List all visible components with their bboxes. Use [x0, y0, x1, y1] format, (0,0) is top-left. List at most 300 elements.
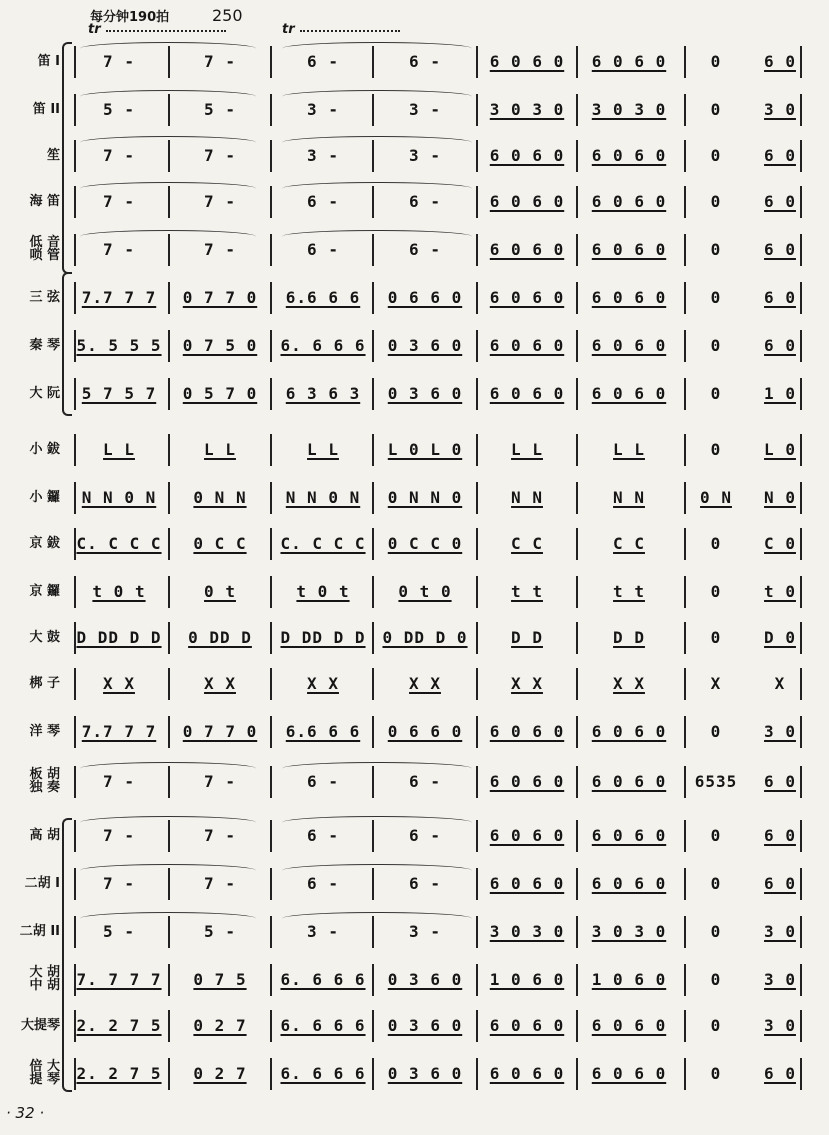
measure-notes: 6 0 6 0: [489, 192, 565, 211]
bar-line: [576, 1058, 578, 1090]
staff-row: [0, 522, 829, 566]
measure-notes: 0: [710, 582, 722, 601]
bar-line: [372, 1058, 374, 1090]
measure-notes: C. C C C: [76, 534, 162, 553]
bar-line: [576, 622, 578, 654]
measure-notes: 3 0: [764, 100, 796, 119]
bar-line: [684, 716, 686, 748]
bar-line: [576, 716, 578, 748]
staff-row: [0, 180, 829, 224]
instrument-label: 梆 子: [29, 676, 60, 691]
measure-notes: t 0 t: [92, 582, 146, 601]
bar-line: [476, 576, 478, 608]
bar-line: [372, 622, 374, 654]
instrument-label: 板 胡 独 奏: [29, 767, 60, 795]
bar-line: [372, 378, 374, 410]
measure-notes: 7 -: [103, 52, 135, 71]
measure-notes: 6 0 6 0: [591, 288, 667, 307]
measure-notes: 2. 2 7 5: [76, 1016, 162, 1035]
bar-line: [576, 820, 578, 852]
instrument-label: 海 笛: [29, 194, 60, 209]
measure-notes: 6 0 6 0: [591, 146, 667, 165]
measure-notes: 0: [710, 970, 722, 989]
bar-line: [270, 528, 272, 560]
measure-notes: 0 C C 0: [387, 534, 463, 553]
tie-slur: [80, 230, 256, 243]
instrument-label: 倍 大 提 琴: [29, 1059, 60, 1087]
measure-notes: 6 -: [409, 874, 441, 893]
measure-notes: 7 -: [204, 772, 236, 791]
measure-notes: 6 -: [307, 874, 339, 893]
bar-line: [270, 378, 272, 410]
tie-slur: [80, 42, 256, 55]
trill-line: [300, 30, 400, 38]
measure-notes: D D: [511, 628, 543, 647]
staff-row: [0, 88, 829, 132]
staff-row: [0, 662, 829, 706]
measure-notes: 7. 7 7 7: [76, 970, 162, 989]
measure-notes: 0: [710, 922, 722, 941]
bar-line: [168, 282, 170, 314]
measure-notes: L L: [511, 440, 543, 459]
bar-line: [684, 576, 686, 608]
bar-line: [270, 622, 272, 654]
staff-row: [0, 814, 829, 858]
bar-line: [476, 1010, 478, 1042]
measure-notes: 7 -: [103, 192, 135, 211]
measure-notes: 6 0 6 0: [489, 52, 565, 71]
instrument-label: 笙: [46, 148, 60, 163]
measure-notes: 6 -: [409, 826, 441, 845]
bar-line: [576, 186, 578, 218]
measure-notes: 6. 6 6 6: [280, 336, 366, 355]
measure-notes: X X: [409, 674, 441, 693]
measure-notes: 1 0 6 0: [591, 970, 667, 989]
bar-line: [576, 668, 578, 700]
measure-notes: 0 t 0: [398, 582, 452, 601]
bar-line: [684, 234, 686, 266]
measure-notes: 0 N: [700, 488, 732, 507]
bar-line: [684, 868, 686, 900]
tie-slur: [282, 230, 472, 243]
measure-notes: 3 0: [764, 1016, 796, 1035]
measure-notes: 3 -: [409, 922, 441, 941]
measure-notes: 0 2 7: [193, 1016, 247, 1035]
measure-notes: 6 -: [307, 192, 339, 211]
bar-line: [684, 964, 686, 996]
measure-notes: X X: [307, 674, 339, 693]
measure-notes: X: [774, 674, 786, 693]
bar-line: [684, 528, 686, 560]
instrument-label: 大 胡 中 胡: [29, 965, 60, 993]
measure-notes: 3 0 3 0: [489, 922, 565, 941]
tie-slur: [282, 912, 472, 925]
bar-line: [576, 94, 578, 126]
tie-slur: [282, 42, 472, 55]
measure-notes: N N 0 N: [285, 488, 361, 507]
measure-notes: 0: [710, 100, 722, 119]
measure-notes: C C: [613, 534, 645, 553]
measure-notes: D D: [613, 628, 645, 647]
bar-line: [684, 434, 686, 466]
bar-line: [684, 668, 686, 700]
bar-line: [684, 916, 686, 948]
measure-notes: 6 0: [764, 772, 796, 791]
measure-notes: L L: [103, 440, 135, 459]
measure-notes: 0 6 6 0: [387, 722, 463, 741]
measure-notes: 3 0 3 0: [591, 100, 667, 119]
measure-notes: 6 0 6 0: [489, 826, 565, 845]
instrument-label: 笛 II: [32, 102, 60, 117]
measure-notes: 5 -: [204, 922, 236, 941]
tie-slur: [80, 912, 256, 925]
staff-row: [0, 862, 829, 906]
bar-line: [476, 964, 478, 996]
bar-line: [476, 234, 478, 266]
bar-line: [168, 576, 170, 608]
bar-line: [576, 964, 578, 996]
tie-slur: [282, 816, 472, 829]
measure-notes: 6 0 6 0: [489, 288, 565, 307]
bar-line: [476, 820, 478, 852]
bar-line: [270, 94, 272, 126]
instrument-label: 洋 琴: [29, 724, 60, 739]
bar-line: [576, 576, 578, 608]
bar-line: [476, 1058, 478, 1090]
staff-row: [0, 616, 829, 660]
measure-notes: t t: [613, 582, 645, 601]
bar-line: [476, 330, 478, 362]
bar-line: [476, 186, 478, 218]
bar-line: [476, 282, 478, 314]
bar-line: [168, 964, 170, 996]
measure-notes: 7 -: [204, 192, 236, 211]
instrument-label: 秦 琴: [29, 338, 60, 353]
bar-line: [372, 330, 374, 362]
measure-notes: 6. 6 6 6: [280, 970, 366, 989]
staff-row: [0, 324, 829, 368]
tempo-marking: 每分钟190拍: [90, 10, 170, 25]
trill-mark: tr: [88, 22, 101, 37]
bar-line: [476, 716, 478, 748]
bar-line: [270, 282, 272, 314]
measure-notes: C. C C C: [280, 534, 366, 553]
instrument-label: 大 阮: [29, 386, 60, 401]
measure-notes: L 0 L 0: [387, 440, 463, 459]
measure-notes: 7.7 7 7: [81, 722, 157, 741]
bar-line: [684, 820, 686, 852]
bar-line: [684, 378, 686, 410]
staff-row: [0, 134, 829, 178]
measure-notes: 0 C C: [193, 534, 247, 553]
measure-notes: t 0: [764, 582, 796, 601]
measure-notes: 6 0 6 0: [591, 722, 667, 741]
measure-notes: L L: [204, 440, 236, 459]
measure-notes: 0 t: [204, 582, 236, 601]
bar-line: [270, 868, 272, 900]
staff-row: [0, 910, 829, 954]
measure-notes: 6. 6 6 6: [280, 1064, 366, 1083]
tie-slur: [80, 816, 256, 829]
measure-notes: 0: [710, 534, 722, 553]
measure-notes: 7.7 7 7: [81, 288, 157, 307]
tie-slur: [282, 864, 472, 877]
bar-line: [372, 716, 374, 748]
measure-notes: 0 5 7 0: [182, 384, 258, 403]
bar-line: [576, 434, 578, 466]
measure-notes: 6 0 6 0: [489, 384, 565, 403]
bar-line: [270, 1010, 272, 1042]
measure-notes: 6 0 6 0: [591, 52, 667, 71]
bar-line: [476, 668, 478, 700]
bar-line: [576, 234, 578, 266]
staff-row: [0, 958, 829, 1002]
measure-notes: 6 0 6 0: [489, 240, 565, 259]
bar-line: [270, 186, 272, 218]
measure-notes: 0 3 6 0: [387, 384, 463, 403]
measure-notes: 0 3 6 0: [387, 970, 463, 989]
bar-line: [576, 528, 578, 560]
measure-notes: 6 0: [764, 826, 796, 845]
measure-notes: 6 0 6 0: [489, 1016, 565, 1035]
bar-line: [168, 528, 170, 560]
measure-notes: 0 DD D: [188, 628, 252, 647]
measure-notes: 3 -: [307, 922, 339, 941]
bar-line: [576, 766, 578, 798]
measure-notes: 3 -: [307, 100, 339, 119]
measure-notes: 0: [710, 1016, 722, 1035]
measure-notes: 6. 6 6 6: [280, 1016, 366, 1035]
measure-notes: 6 -: [307, 240, 339, 259]
staff-row: [0, 428, 829, 472]
measure-notes: 0: [710, 722, 722, 741]
measure-notes: 7 -: [204, 826, 236, 845]
measure-notes: 2. 2 7 5: [76, 1064, 162, 1083]
bar-line: [684, 622, 686, 654]
bar-line: [476, 94, 478, 126]
measure-notes: 6 0: [764, 336, 796, 355]
bar-line: [168, 1058, 170, 1090]
measure-notes: 0: [710, 146, 722, 165]
measure-notes: 7 -: [103, 874, 135, 893]
measure-notes: 0 6 6 0: [387, 288, 463, 307]
tie-slur: [80, 864, 256, 877]
measure-notes: 5 -: [103, 100, 135, 119]
bar-line: [168, 622, 170, 654]
bar-line: [684, 482, 686, 514]
measure-notes: 0: [710, 336, 722, 355]
measure-notes: 3 0 3 0: [489, 100, 565, 119]
measure-notes: 6 0 6 0: [489, 146, 565, 165]
staff-row: [0, 1004, 829, 1048]
tie-slur: [282, 136, 472, 149]
measure-notes: 6 -: [307, 52, 339, 71]
bar-line: [168, 330, 170, 362]
measure-notes: 7 -: [204, 146, 236, 165]
measure-notes: 0: [710, 874, 722, 893]
instrument-label: 大提琴: [20, 1018, 60, 1033]
measure-notes: C C: [511, 534, 543, 553]
bar-line: [270, 1058, 272, 1090]
measure-notes: 6 0: [764, 288, 796, 307]
bar-line: [372, 1010, 374, 1042]
measure-notes: 0 2 7: [193, 1064, 247, 1083]
bar-line: [476, 378, 478, 410]
bar-line: [168, 434, 170, 466]
instrument-label: 三 弦: [29, 290, 60, 305]
bar-line: [372, 576, 374, 608]
staff-row: [0, 1052, 829, 1096]
measure-notes: 7 -: [103, 826, 135, 845]
measure-notes: 7 -: [103, 240, 135, 259]
bar-line: [476, 140, 478, 172]
bar-line: [576, 868, 578, 900]
staff-row: [0, 372, 829, 416]
measure-notes: N N: [511, 488, 543, 507]
staff-row: [0, 40, 829, 84]
measure-notes: 6 0: [764, 52, 796, 71]
measure-notes: N N 0 N: [81, 488, 157, 507]
measure-notes: 6 3 6 3: [285, 384, 361, 403]
measure-notes: N N: [613, 488, 645, 507]
measure-notes: 0: [710, 52, 722, 71]
bar-line: [684, 140, 686, 172]
measure-notes: 6 -: [409, 772, 441, 791]
measure-notes: 3 0: [764, 722, 796, 741]
measure-notes: 0 7 5 0: [182, 336, 258, 355]
staff-row: [0, 570, 829, 614]
measure-notes: 6 -: [307, 826, 339, 845]
measure-notes: 6 0 6 0: [489, 874, 565, 893]
measure-notes: 6.6 6 6: [285, 722, 361, 741]
bar-line: [684, 766, 686, 798]
bar-line: [372, 964, 374, 996]
staff-row: [0, 276, 829, 320]
measure-notes: 6 0 6 0: [591, 826, 667, 845]
measure-notes: 5 7 5 7: [81, 384, 157, 403]
measure-notes: 6 -: [409, 192, 441, 211]
bowed-group-brace: [62, 818, 72, 1092]
bar-line: [372, 528, 374, 560]
measure-notes: 0: [710, 440, 722, 459]
measure-notes: X X: [103, 674, 135, 693]
measure-notes: 6 0 6 0: [591, 772, 667, 791]
bar-line: [168, 668, 170, 700]
measure-notes: 6 -: [409, 52, 441, 71]
tie-slur: [80, 90, 256, 103]
bar-line: [576, 140, 578, 172]
measure-notes: 5 -: [103, 922, 135, 941]
measure-notes: 1 0 6 0: [489, 970, 565, 989]
measure-notes: 1 0: [764, 384, 796, 403]
measure-notes: X X: [613, 674, 645, 693]
measure-notes: 0 3 6 0: [387, 336, 463, 355]
measure-notes: 7 -: [103, 772, 135, 791]
measure-notes: 6 0: [764, 874, 796, 893]
measure-notes: 3 -: [409, 100, 441, 119]
measure-notes: 6 0 6 0: [489, 772, 565, 791]
measure-notes: 6 0 6 0: [591, 874, 667, 893]
measure-notes: L L: [613, 440, 645, 459]
bar-line: [270, 330, 272, 362]
bar-line: [576, 1010, 578, 1042]
measure-notes: 0 N N 0: [387, 488, 463, 507]
tie-slur: [80, 182, 256, 195]
measure-notes: 0 DD D 0: [382, 628, 468, 647]
instrument-label: 二胡 I: [24, 876, 60, 891]
bar-line: [270, 576, 272, 608]
bar-line: [270, 482, 272, 514]
instrument-label: 京 鑼: [29, 584, 60, 599]
bar-line: [684, 1010, 686, 1042]
bar-line: [576, 378, 578, 410]
measure-notes: 6 0 6 0: [489, 722, 565, 741]
bar-line: [270, 234, 272, 266]
bar-line: [476, 528, 478, 560]
bar-line: [476, 46, 478, 78]
measure-notes: 0: [710, 826, 722, 845]
measure-notes: N 0: [764, 488, 796, 507]
bar-line: [168, 1010, 170, 1042]
measure-notes: 6535: [694, 772, 738, 791]
tie-slur: [282, 182, 472, 195]
measure-notes: 5. 5 5 5: [76, 336, 162, 355]
measure-notes: 6 0 6 0: [591, 1016, 667, 1035]
staff-row: [0, 710, 829, 754]
bar-line: [270, 140, 272, 172]
bar-line: [576, 46, 578, 78]
measure-notes: C 0: [764, 534, 796, 553]
staff-row: [0, 760, 829, 804]
tie-slur: [282, 90, 472, 103]
measure-notes: D DD D D: [280, 628, 366, 647]
tie-slur: [282, 762, 472, 775]
measure-notes: 6 0: [764, 240, 796, 259]
bar-line: [270, 46, 272, 78]
instrument-label: 京 鈸: [29, 536, 60, 551]
measure-notes: 6 0 6 0: [489, 1064, 565, 1083]
bar-line: [684, 186, 686, 218]
bar-line: [684, 94, 686, 126]
measure-notes: 3 0 3 0: [591, 922, 667, 941]
measure-notes: L 0: [764, 440, 796, 459]
measure-notes: L L: [307, 440, 339, 459]
bar-line: [476, 434, 478, 466]
measure-notes: 3 0: [764, 970, 796, 989]
measure-notes: 6 0 6 0: [591, 384, 667, 403]
measure-notes: t t: [511, 582, 543, 601]
bar-line: [168, 482, 170, 514]
measure-notes: 6 0: [764, 1064, 796, 1083]
bar-line: [576, 282, 578, 314]
tie-slur: [80, 762, 256, 775]
measure-notes: 0: [710, 192, 722, 211]
bar-line: [372, 282, 374, 314]
measure-notes: 0 7 5: [193, 970, 247, 989]
tie-slur: [80, 136, 256, 149]
instrument-label: 低 音 唢 管: [29, 235, 60, 263]
bar-line: [270, 668, 272, 700]
bar-line: [576, 482, 578, 514]
bar-line: [684, 282, 686, 314]
measure-notes: 3 0: [764, 922, 796, 941]
measure-notes: X: [710, 674, 722, 693]
bar-line: [372, 668, 374, 700]
bar-line: [270, 434, 272, 466]
measure-notes: 6 0: [764, 146, 796, 165]
measure-notes: 0: [710, 384, 722, 403]
bar-line: [684, 46, 686, 78]
